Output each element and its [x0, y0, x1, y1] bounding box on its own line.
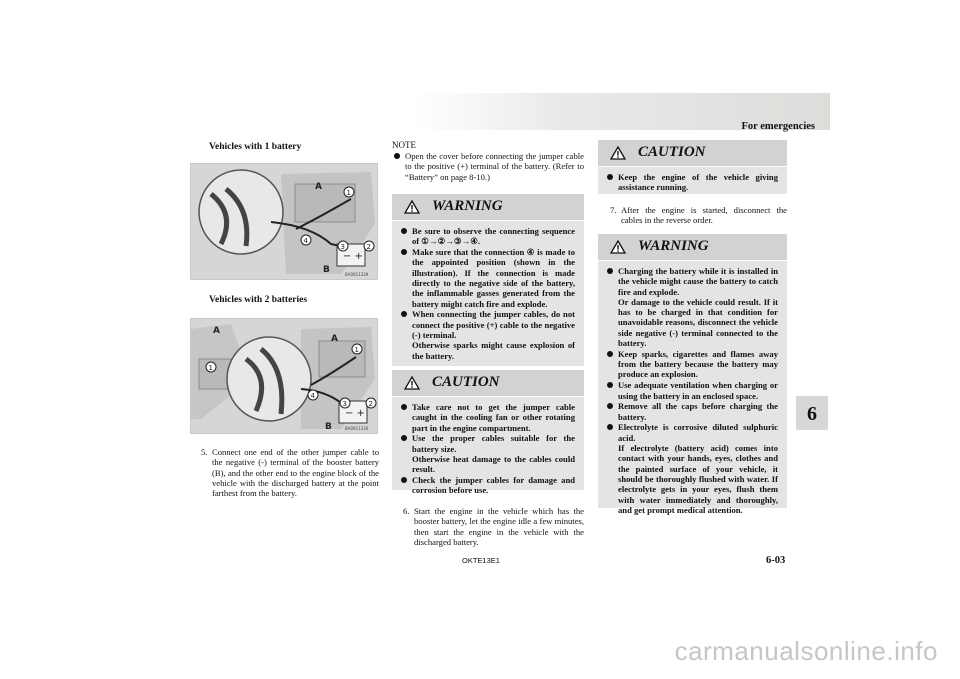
svg-text:BA0911329: BA0911329: [345, 272, 369, 277]
caution-item: Check the jumper cables for damage and corrosion before use.: [401, 475, 575, 496]
warning-header: [598, 234, 787, 261]
bullet-icon: [394, 153, 400, 159]
warning-item: Keep sparks, cigarettes and flames away from the battery because the battery may produce an explosion.: [607, 349, 778, 380]
bullet-icon: [401, 249, 407, 255]
bullet-icon: [401, 404, 407, 410]
figure-2-caption: Vehicles with 2 batteries: [209, 295, 308, 305]
caution-title: CAUTION: [638, 144, 706, 160]
chapter-number: 6: [807, 403, 817, 425]
warning-triangle-icon: [404, 200, 420, 214]
figure-2-engine-illustration: [190, 318, 378, 434]
caution-triangle-icon: [404, 376, 420, 390]
caution-header: [392, 370, 584, 397]
bullet-icon: [607, 403, 613, 409]
warning-box-right: [598, 234, 787, 515]
warning-item: Make sure that the connection ④ is made to the appointed position (shown in the illustration). If the connection is made directly to the negative side of the battery, the inflammable gasses generated from the battery might catch fire and explode.: [401, 247, 575, 309]
bullet-icon: [401, 477, 407, 483]
warning-item: Electrolyte is corrosive diluted sulphuric acid. If electrolyte (battery acid) comes into contact with your hands, eyes, clothes and the painted surface of your vehicle, it should be thoroughly flushed with water. If electrolyte gets in your eyes, flush them with water immediately and thoroughly, and get prompt medical attention.: [607, 422, 778, 515]
caution-list: [392, 397, 584, 503]
svg-text:1: 1: [346, 189, 351, 197]
warning-header: [392, 194, 584, 221]
warning-list: [598, 261, 787, 523]
step-5: 5. Connect one end of the other jumper cable to the negative (-) terminal of the booster battery (B), and the other end to the engine block of the vehicle with the discharged battery at the point farthest from the battery.: [201, 447, 379, 499]
bullet-icon: [607, 268, 613, 274]
svg-text:− +: − +: [343, 251, 363, 262]
svg-text:2: 2: [366, 243, 371, 251]
warning-title: WARNING: [638, 238, 709, 254]
note-item: Open the cover before connecting the jumper cable to the positive (+) terminal of the battery. (Refer to “Battery” on page 8-10.): [394, 151, 584, 182]
figure-1-engine-illustration: [190, 163, 378, 280]
warning-item: Be sure to observe the connecting sequence of ①→②→③→④.: [401, 226, 575, 247]
svg-text:BA0911330: BA0911330: [345, 426, 369, 431]
caution-item: Use the proper cables suitable for the battery size. Otherwise heat damage to the cables could result.: [401, 433, 575, 474]
svg-text:2: 2: [368, 400, 373, 408]
figure-1-caption: Vehicles with 1 battery: [209, 142, 302, 152]
step-7: 7. After the engine is started, disconnect the cables in the reverse order.: [610, 205, 787, 226]
page-number: 6-03: [766, 555, 786, 566]
caution-item: Keep the engine of the vehicle giving assistance running.: [607, 172, 778, 193]
svg-text:B: B: [323, 265, 330, 275]
caution-header: [598, 140, 787, 167]
note-label: NOTE: [392, 140, 416, 150]
warning-triangle-icon: [610, 240, 626, 254]
svg-text:A: A: [315, 182, 322, 192]
bullet-icon: [607, 351, 613, 357]
svg-text:1: 1: [354, 346, 359, 354]
section-title: For emergencies: [741, 121, 815, 132]
bullet-icon: [607, 424, 613, 430]
caution-list: [598, 167, 787, 200]
caution-box: [392, 370, 584, 496]
svg-text:1: 1: [208, 364, 213, 372]
caution-item: Take care not to get the jumper cable caught in the cooling fan or other rotating part in the engine compartment.: [401, 402, 575, 433]
note-list: [394, 151, 584, 182]
svg-text:A: A: [331, 334, 338, 344]
document-code: OKTE13E1: [462, 556, 500, 565]
bullet-icon: [607, 382, 613, 388]
warning-item: Use adequate ventilation when charging or using the battery in an enclosed space.: [607, 380, 778, 401]
svg-text:− +: − +: [345, 408, 365, 419]
bullet-icon: [607, 174, 613, 180]
caution-triangle-icon: [610, 146, 626, 160]
bullet-icon: [401, 311, 407, 317]
svg-text:3: 3: [340, 243, 345, 251]
step-6: 6. Start the engine in the vehicle which has the booster battery, let the engine idle a few minutes, then start the engine in the vehicle with the discharged battery.: [403, 506, 584, 547]
caution-box-right: [598, 140, 787, 194]
warning-box: [392, 194, 584, 366]
svg-text:4: 4: [303, 237, 308, 245]
warning-list: [392, 221, 584, 368]
watermark-text[interactable]: carmanualsonline.info: [674, 636, 938, 666]
bullet-icon: [401, 228, 407, 234]
svg-text:B: B: [325, 422, 332, 432]
warning-item: Charging the battery while it is installed in the vehicle might cause the battery to catch fire and explode. Or damage to the vehicle could result. If it has to be charged in that condition for unavoidable reasons, disconnect the vehicle side negative (-) terminal connected to the battery.: [607, 266, 778, 348]
bullet-icon: [401, 435, 407, 441]
svg-text:4: 4: [310, 392, 315, 400]
warning-item: Remove all the caps before charging the battery.: [607, 401, 778, 422]
caution-title: CAUTION: [432, 374, 500, 390]
svg-text:3: 3: [342, 400, 347, 408]
svg-text:A: A: [213, 326, 220, 336]
warning-title: WARNING: [432, 198, 503, 214]
warning-item: When connecting the jumper cables, do not connect the positive (+) cable to the negative (-) terminal. Otherwise sparks might cause explosion of the battery.: [401, 309, 575, 360]
